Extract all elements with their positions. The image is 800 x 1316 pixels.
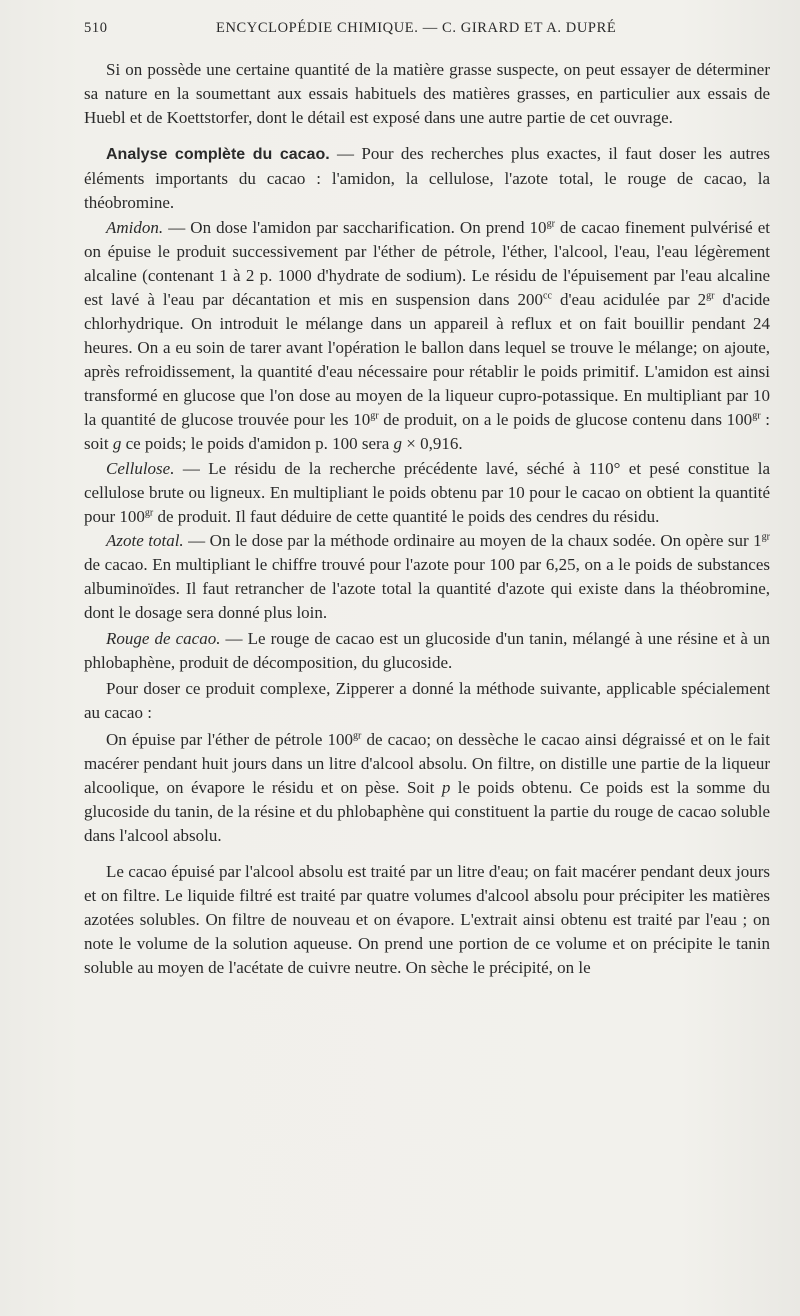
- unit-gr: gr: [144, 507, 154, 519]
- paragraph-text: Si on possède une certaine quantité de la matière grasse suspecte, on peut essayer de déterminer sa nature en la soumettant aux essais habituels des matières grasses, en particulier aux essais de Huebl et de Koettstorfer, dont le détail est exposé dans une autre partie de cet ouvrage.: [84, 60, 770, 128]
- variable-p: p: [441, 777, 451, 797]
- paragraph-cellulose: [84, 457, 770, 529]
- unit-gr: gr: [761, 531, 770, 543]
- unit-gr: gr: [546, 217, 555, 229]
- variable-g: g: [112, 434, 122, 454]
- paragraph-text: Le cacao épuisé par l'alcool absolu est traité par un litre d'eau; on fait macérer pendant deux jours et on filtre. Le liquide filtré est traité par quatre volumes d'alcool absolu pour précipiter les matières azotées solubles. On filtre de nouveau et on évapore. L'extrait ainsi obtenu est traité par l'eau ; on note le volume de la solution aqueuse. On prend une portion de ce volume et on précipite le tanin soluble au moyen de l'acétate de cuivre neutre. On sèche le précipité, on le: [84, 862, 770, 978]
- paragraph-text: — Le résidu de la recherche précédente lavé, séché à 110° et pesé constitue la cellulose brute ou ligneux. En multipliant le poids obtenu par 10 pour le cacao on obtient la quantité pour 100: [84, 458, 770, 526]
- subheading-azote-total: Azote total.: [106, 530, 184, 550]
- paragraph-zipperer: [84, 677, 770, 725]
- paragraph-text: On épuise par l'éther de pétrole 100: [106, 729, 354, 749]
- paragraph-text: ce poids; le poids d'amidon p. 100 sera: [121, 434, 394, 454]
- paragraph-text: — Le rouge de cacao est un glucoside d'un tanin, mélangé à une résine et à un phlobaphène, produit de décomposition, du glucoside.: [84, 629, 770, 673]
- paragraph-text: de cacao; on dessèche le cacao ainsi dégraissé et on le fait macérer pendant huit jours dans un litre d'alcool absolu. On filtre, on distille une partie de la liqueur alcoolique, on évapore le résidu et on pèse. Soit: [84, 729, 770, 797]
- paragraph-text: de cacao finement pulvérisé et on épuise le produit successivement par l'éther de pétrole, l'éther, l'alcool, l'eau, l'eau légèrement alcaline (contenant 1 à 2 p. 1000 d'hydrate de sodium). Le résidu de l'épuisement par l'eau alcaline est lavé à l'eau par décantation et mis en suspension dans 200: [84, 217, 770, 309]
- section-heading-analyse: Analyse complète du cacao.: [106, 146, 330, 164]
- variable-g: g: [393, 434, 402, 454]
- unit-gr: gr: [752, 410, 761, 422]
- unit-gr: gr: [706, 290, 715, 302]
- unit-gr: gr: [370, 410, 379, 422]
- subheading-amidon: Amidon.: [106, 217, 164, 237]
- paragraph-cacao-epuise: [84, 860, 770, 980]
- running-title: ENCYCLOPÉDIE CHIMIQUE. — C. GIRARD ET A. DUPRÉ: [216, 20, 617, 36]
- unit-cc: cc: [543, 290, 552, 302]
- paragraph-text: — On le dose par la méthode ordinaire au moyen de la chaux sodée. On opère sur 1: [183, 530, 762, 550]
- paragraph-text: : soit: [84, 410, 770, 454]
- running-header: [84, 20, 756, 46]
- paragraph-text: Pour doser ce produit complexe, Zipperer a donné la méthode suivante, applicable spécialement au cacao :: [84, 679, 770, 723]
- paragraph-text: d'acide chlorhydrique. On introduit le mélange dans un appareil à reflux et on fait bouillir pendant 24 heures. On a eu soin de tarer avant l'opération le ballon dans lequel se trouve le mélange; on ajoute, après refroidissement, la quantité d'eau nécessaire pour rétablir le poids primitif. L'amidon est ainsi transformé en glucose que l'on dose au moyen de la liqueur cupro-potassique. En multipliant par 10 la quantité de glucose trouvée pour les 10: [84, 289, 770, 430]
- paragraph-text: d'eau acidulée par 2: [551, 289, 707, 309]
- unit-gr: gr: [353, 729, 362, 741]
- paragraph-rouge-de-cacao: [84, 627, 770, 675]
- paragraph-text: de cacao. En multipliant le chiffre trouvé pour l'azote pour 100 par 6,25, on a le poids de substances albuminoïdes. Il faut retrancher de l'azote total la quantité d'azote qui existe dans la théobromine, dont le dosage sera donné plus loin.: [84, 554, 770, 623]
- paragraph-amidon: [84, 216, 770, 457]
- paragraph-azote-total: [84, 529, 770, 625]
- page-body: [84, 58, 770, 980]
- paragraph-text: — Pour des recherches plus exactes, il faut doser les autres éléments importants du cacao : l'amidon, la cellulose, l'azote total, le rouge de cacao, la théobromine.: [84, 144, 770, 213]
- page-number: 510: [84, 20, 108, 36]
- paragraph-analyse-complete: [84, 142, 770, 215]
- paragraph-matiere-grasse: [84, 58, 770, 130]
- paragraph-text: × 0,916.: [402, 434, 463, 454]
- paragraph-text: de produit. Il faut déduire de cette quantité le poids des cendres du résidu.: [153, 506, 660, 526]
- subheading-rouge-de-cacao: Rouge de cacao.: [106, 629, 221, 649]
- subheading-cellulose: Cellulose.: [106, 458, 175, 478]
- paragraph-text: de produit, on a le poids de glucose contenu dans 100: [378, 410, 753, 430]
- paragraph-ether-petrole: [84, 728, 770, 848]
- paragraph-text: — On dose l'amidon par saccharification. On prend 10: [163, 217, 547, 237]
- paragraph-text: le poids obtenu. Ce poids est la somme du glucoside du tanin, de la résine et du phlobaphène qui constituent la partie du rouge de cacao soluble dans l'alcool absolu.: [84, 777, 771, 845]
